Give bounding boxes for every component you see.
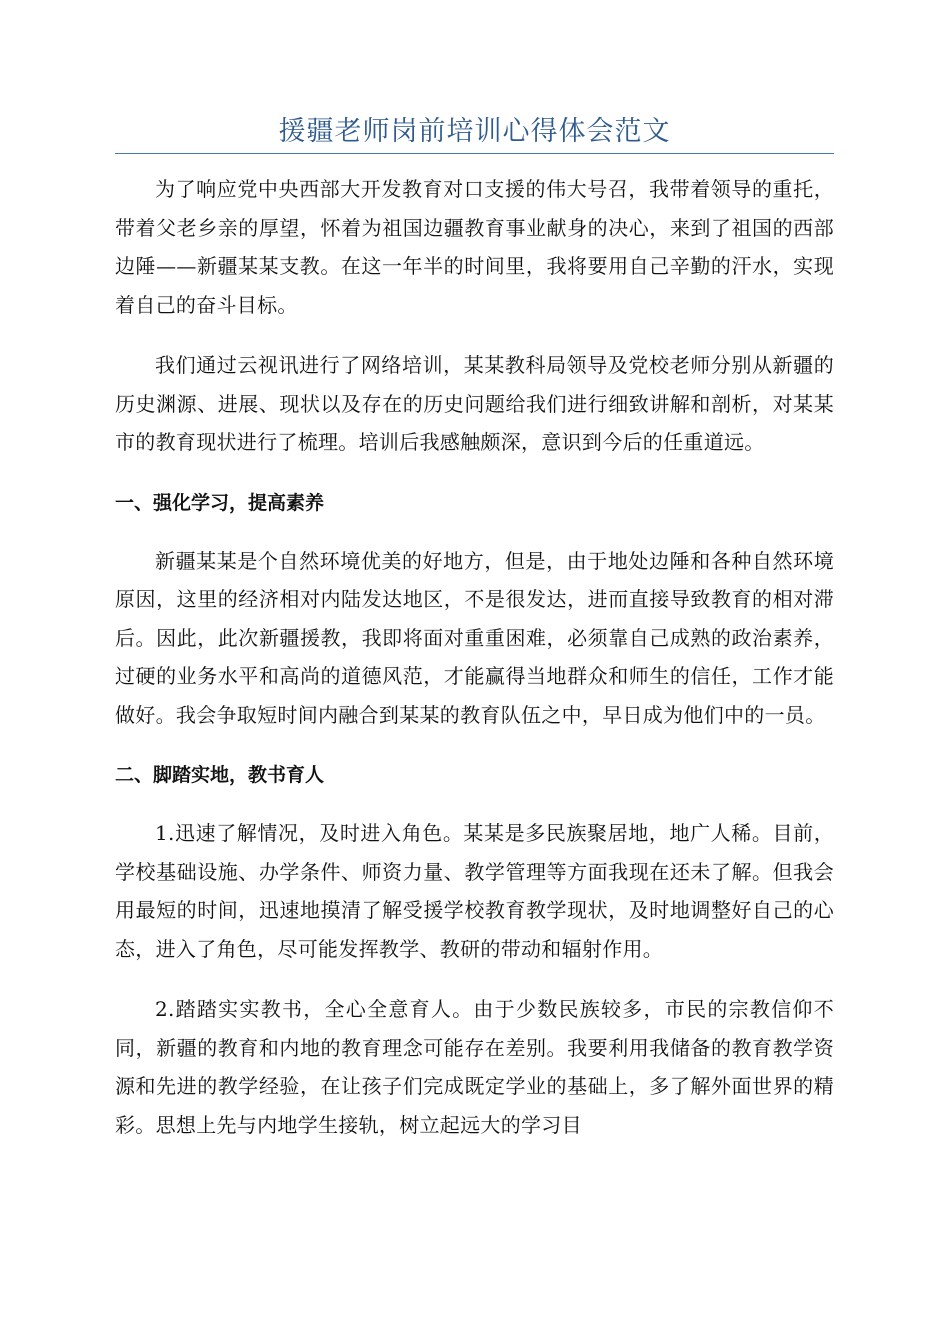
intro-paragraph-1: 为了响应党中央西部大开发教育对口支援的伟大号召，我带着领导的重托，带着父老乡亲的厚望，怀着为祖国边疆教育事业献身的决心，来到了祖国的西部边陲——新疆某某支教。在这一年半的时间里，我将要用自己辛勤的汗水，实现着自己的奋斗目标。 [115,177,834,317]
intro-paragraph-2: 我们通过云视讯进行了网络培训，某某教科局领导及党校老师分别从新疆的历史渊源、进展、现状以及存在的历史问题给我们进行细致讲解和剖析，对某某市的教育现状进行了梳理。培训后我感触颇深，意识到今后的任重道远。 [115,353,834,454]
title-underline [115,153,834,154]
section-1-heading: 一、强化学习，提高素养 [115,491,325,514]
section-2-item-2: 2.踏踏实实教书，全心全意育人。由于少数民族较多，市民的宗教信仰不同，新疆的教育和内地的教育理念可能存在差别。我要利用我储备的教育教学资源和先进的教学经验，在让孩子们完成既定学业的基础上，多了解外面世界的精彩。思想上先与内地学生接轨，树立起远大的学习目 [115,997,834,1137]
section-2-heading: 二、脚踏实地，教书育人 [115,764,325,786]
section-2-item-1: 1.迅速了解情况，及时进入角色。某某是多民族聚居地，地广人稀。目前，学校基础设施、办学条件、师资力量、教学管理等方面我现在还未了解。但我会用最短的时间，迅速地摸清了解受援学校教育教学现状，及时地调整好自己的心态，进入了角色，尽可能发挥教学、教研的带动和辐射作用。 [115,821,834,961]
document-title: 援疆老师岗前培训心得体会范文 [278,116,671,147]
section-1-paragraph: 新疆某某是个自然环境优美的好地方，但是，由于地处边陲和各种自然环境原因，这里的经济相对内陆发达地区，不是很发达，进而直接导致教育的相对滞后。因此，此次新疆援教，我即将面对重重困难，必须靠自己成熟的政治素养，过硬的业务水平和高尚的道德风范，才能赢得当地群众和师生的信任，工作才能做好。我会争取短时间内融合到某某的教育队伍之中，早日成为他们中的一员。 [115,548,834,727]
document-body [115,170,834,1166]
